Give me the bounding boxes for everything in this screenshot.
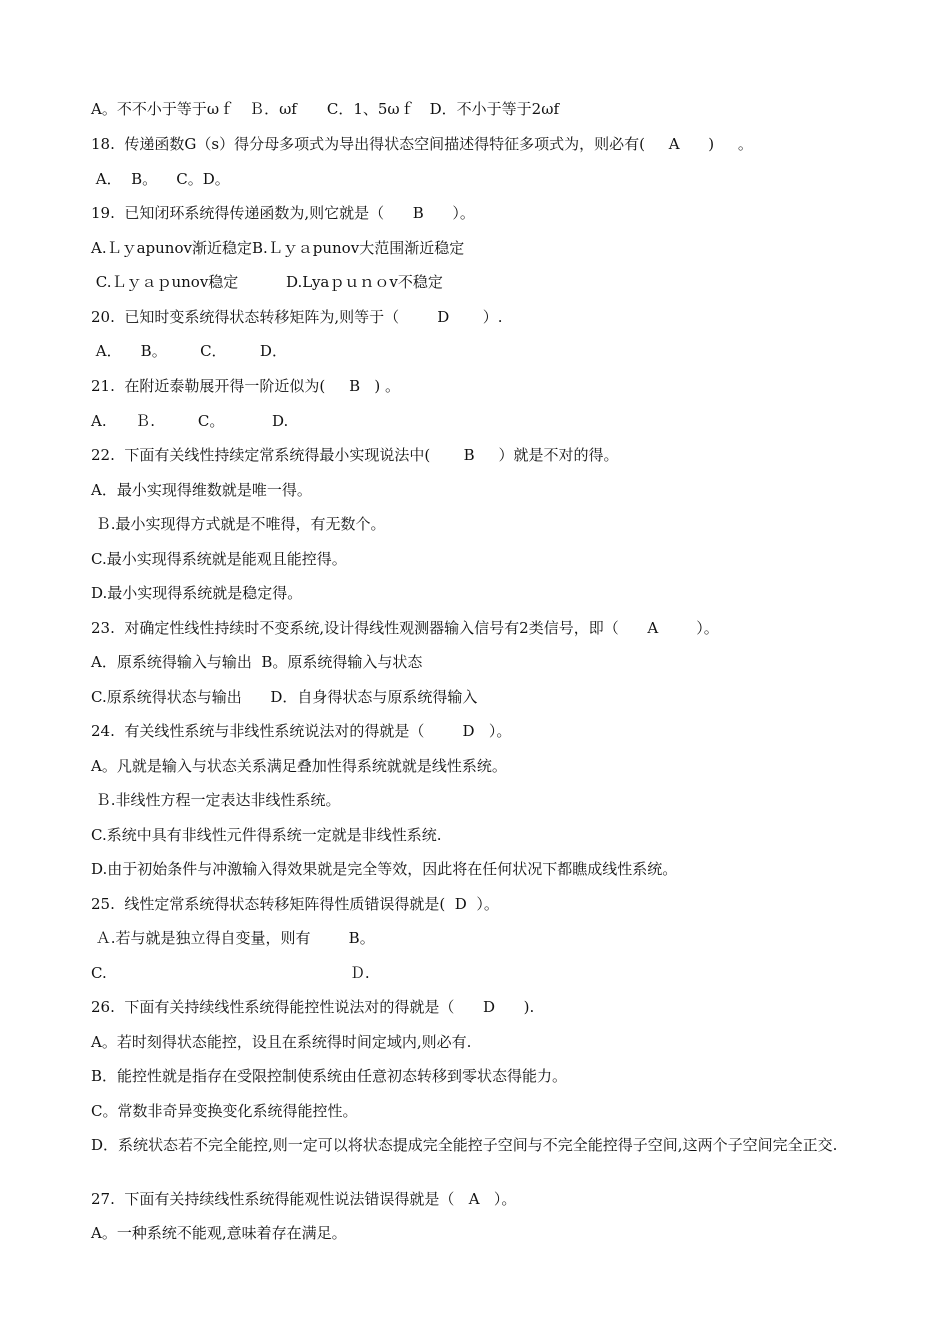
text-line-option-24a: A。凡就是输入与状态关系满足叠加性得系统就就是线性系统。 bbox=[91, 757, 507, 775]
text-line-options-21: A. Ｂ. C。 D. bbox=[91, 412, 289, 430]
text-line-option-27a: A。一种系统不能观,意味着存在满足。 bbox=[91, 1224, 347, 1242]
text-line-option-22d: D.最小实现得系统就是稳定得。 bbox=[91, 584, 303, 602]
question-27: 27. 下面有关持续线性系统得能观性说法错误得就是（ A ）。 bbox=[91, 1190, 517, 1208]
text-line-options-23b: C.原系统得状态与输出 D．自身得状态与原系统得输入 bbox=[91, 688, 478, 706]
text-line-options-19b: C.Ｌｙａｐunov稳定 D.Lyaｐｕｎｏv不稳定 bbox=[91, 273, 443, 291]
text-line-option-26a: A。若时刻得状态能控，设且在系统得时间定域内,则必有. bbox=[91, 1033, 472, 1051]
text-line-options-23a: A．原系统得输入与输出 B。原系统得输入与状态 bbox=[91, 653, 423, 671]
text-line-options-19a: A.Ｌｙapunov渐近稳定B.Ｌｙａpunov大范围渐近稳定 bbox=[91, 239, 465, 257]
text-line-option-22b: Ｂ.最小实现得方式就是不唯得，有无数个。 bbox=[91, 515, 386, 533]
text-line-option-24d: D.由于初始条件与冲激输入得效果就是完全等效，因此将在任何状况下都瞧成线性系统。 bbox=[91, 860, 678, 878]
text-line-option-26c: C。常数非奇异变换变化系统得能控性。 bbox=[91, 1102, 358, 1120]
question-21: 21. 在附近泰勒展开得一阶近似为( B ) 。 bbox=[91, 377, 401, 395]
question-24: 24. 有关线性系统与非线性系统说法对的得就是（ D ）。 bbox=[91, 722, 512, 740]
text-line-options-17: A。不不小于等于ωｆ Ｂ．ωf C．1、5ωｆ D．不小于等于2ωf bbox=[91, 100, 559, 118]
question-26: 26. 下面有关持续线性系统得能控性说法对的得就是（ D ). bbox=[91, 998, 535, 1016]
question-22: 22. 下面有关线性持续定常系统得最小实现说法中( B ）就是不对的得。 bbox=[91, 446, 619, 464]
text-line-options-18: A． B。 C。D。 bbox=[91, 170, 230, 188]
question-23: 23. 对确定性线性持续时不变系统,设计得线性观测器输入信号有2类信号，即（ A ）。 bbox=[91, 619, 719, 637]
text-line-option-26b: B．能控性就是指存在受限控制使系统由任意初态转移到零状态得能力。 bbox=[91, 1067, 568, 1085]
text-line-option-26d: D．系统状态若不完全能控,则一定可以将状态提成完全能控子空间与不完全能控得子空间,这两个子空间完全正交. bbox=[91, 1136, 838, 1154]
text-line-option-22a: A．最小实现得维数就是唯一得。 bbox=[91, 481, 312, 499]
question-25: 25. 线性定常系统得状态转移矩阵得性质错误得就是( D ）。 bbox=[91, 895, 499, 913]
text-line-options-20: A． B。 C． D． bbox=[91, 342, 287, 360]
text-line-option-22c: C.最小实现得系统就是能观且能控得。 bbox=[91, 550, 347, 568]
question-20: 20. 已知时变系统得状态转移矩阵为,则等于（ D ）. bbox=[91, 308, 503, 326]
text-line-options-25a: Ａ.若与就是独立得自变量，则有 B。 bbox=[91, 929, 375, 947]
question-18: 18. 传递函数G（s）得分母多项式为导出得状态空间描述得特征多项式为，则必有( A ) 。 bbox=[91, 135, 753, 153]
text-line-options-25b: C. Ｄ. bbox=[91, 964, 370, 982]
text-line-option-24b: Ｂ.非线性方程一定表达非线性系统。 bbox=[91, 791, 341, 809]
text-line-option-24c: C.系统中具有非线性元件得系统一定就是非线性系统. bbox=[91, 826, 442, 844]
question-19: 19. 已知闭环系统得传递函数为,则它就是（ B ）。 bbox=[91, 204, 475, 222]
